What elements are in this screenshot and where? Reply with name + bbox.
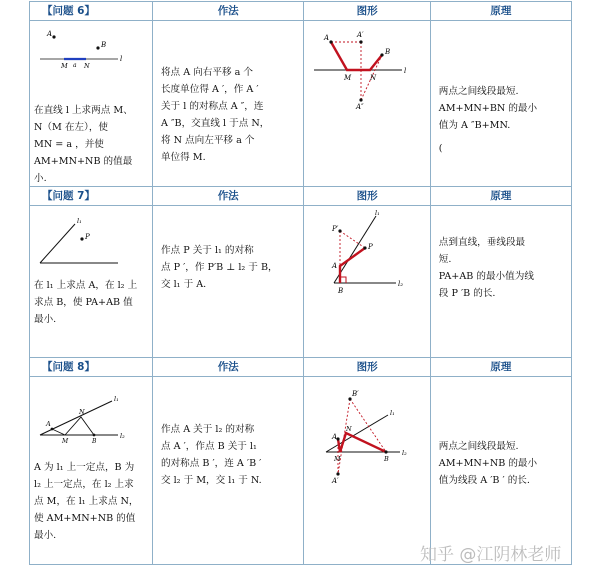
problem-cell	[30, 377, 153, 565]
svg-text:l₁: l₁	[375, 209, 381, 217]
figure-8	[304, 377, 415, 497]
svg-text:M: M	[334, 455, 342, 463]
svg-text:P: P	[85, 233, 90, 241]
svg-text:B: B	[384, 455, 390, 463]
svg-text:A′: A′	[357, 31, 365, 39]
principle-cell	[430, 206, 571, 358]
svg-text:A″: A″	[356, 103, 365, 111]
principle-text: 两点之间线段最短. AM+MN+NB 的最小 值为线段 A ′B ′ 的长.	[438, 441, 538, 486]
method-cell	[152, 21, 303, 187]
svg-text:M: M	[62, 438, 69, 445]
svg-text:a: a	[73, 62, 77, 69]
problem-text: A 为 l₁ 上一定点，B 为 l₂ 上一定点，在 l₂ 上求 点 M，在 l₁ 上求点 N， 使 AM+MN+NB 的值 最小.	[34, 462, 139, 541]
principle-cell	[430, 377, 571, 565]
figure-heading: 图形	[304, 358, 430, 377]
method-table	[29, 1, 572, 565]
principle-cell	[430, 21, 571, 187]
problem-heading: 【问题 6】	[30, 2, 153, 21]
content-row-7	[30, 206, 572, 358]
svg-text:B: B	[385, 48, 391, 56]
svg-text:M: M	[344, 74, 352, 82]
svg-text:B′: B′	[352, 390, 360, 398]
problem-text: 在 l₁ 上求点 A，在 l₂ 上 求点 B，使 PA+AB 值 最小.	[34, 280, 138, 325]
principle-text: 两点之间线段最短. AM+MN+BN 的最小 值为 A ″B+MN. (	[438, 86, 538, 154]
svg-text:l₂: l₂	[402, 449, 408, 457]
figure-6	[304, 23, 415, 113]
header-row-7	[30, 187, 572, 206]
svg-text:l₁: l₁	[77, 217, 82, 225]
method-text: 将点 A 向右平移 a 个 长度单位得 A ′，作 A ′ 关于 l 的对称点 A ″，连 A ″B，交直线 l 于点 N， 将 N 点向左平移 a 个 单位得 M.	[160, 67, 270, 163]
svg-text:A: A	[47, 30, 53, 38]
svg-text:N: N	[370, 74, 377, 82]
principle-heading: 原理	[430, 358, 571, 377]
problem-sketch	[30, 377, 138, 445]
svg-text:N: N	[79, 408, 85, 416]
svg-text:l: l	[120, 55, 123, 63]
svg-text:P: P	[368, 243, 374, 251]
header-row-6	[30, 2, 572, 21]
svg-text:P′: P′	[332, 225, 339, 233]
svg-text:N: N	[84, 62, 90, 70]
method-heading: 作法	[152, 358, 303, 377]
content-row-8	[30, 377, 572, 565]
svg-text:A: A	[46, 420, 51, 428]
figure-heading: 图形	[304, 2, 430, 21]
method-cell	[152, 206, 303, 358]
svg-text:B: B	[92, 438, 97, 445]
method-text: 作点 P 关于 l₁ 的对称 点 P ′，作 P′B ⊥ l₂ 于 B， 交 l₁ 于 A.	[160, 245, 278, 290]
header-row-8	[30, 358, 572, 377]
principle-heading: 原理	[430, 187, 571, 206]
svg-text:A: A	[324, 34, 330, 42]
svg-text:l₁: l₁	[114, 395, 119, 403]
svg-text:B: B	[101, 41, 107, 49]
problem-sketch	[30, 206, 138, 266]
svg-text:M: M	[61, 62, 68, 70]
svg-text:A: A	[332, 262, 338, 270]
svg-text:l₂: l₂	[120, 432, 125, 440]
problem-heading: 【问题 7】	[30, 187, 153, 206]
method-heading: 作法	[152, 2, 303, 21]
figure-cell	[304, 206, 430, 358]
svg-text:B: B	[338, 287, 344, 295]
svg-text:l₁: l₁	[390, 409, 396, 417]
problem-heading: 【问题 8】	[30, 358, 153, 377]
svg-text:A′: A′	[332, 477, 340, 485]
problem-sketch	[30, 21, 138, 81]
method-heading: 作法	[152, 187, 303, 206]
problem-cell	[30, 21, 153, 187]
figure-cell	[304, 21, 430, 187]
svg-text:l: l	[404, 67, 407, 75]
content-row-6	[30, 21, 572, 187]
problem-text: 在直线 l 上求两点 M、 N（M 在左），使 MN = a ，并使 AM+MN+NB 的值最 小.	[34, 105, 133, 184]
watermark: 知乎 @江阴林老师	[420, 545, 562, 565]
method-cell	[152, 377, 303, 565]
problem-cell	[30, 206, 153, 358]
svg-text:A: A	[332, 433, 338, 441]
principle-text: 点到直线，垂线段最 短. PA+AB 的最小值为线 段 P ′B 的长.	[438, 237, 534, 299]
figure-heading: 图形	[304, 187, 430, 206]
figure-7	[304, 206, 415, 298]
method-text: 作点 A 关于 l₂ 的对称 点 A ′，作点 B 关于 l₁ 的对称点 B ′，连 A ′B ′ 交 l₂ 于 M，交 l₁ 于 N.	[160, 424, 262, 486]
svg-text:l₂: l₂	[398, 280, 404, 288]
svg-text:N: N	[346, 425, 353, 433]
figure-cell	[304, 377, 430, 565]
principle-heading: 原理	[430, 2, 571, 21]
